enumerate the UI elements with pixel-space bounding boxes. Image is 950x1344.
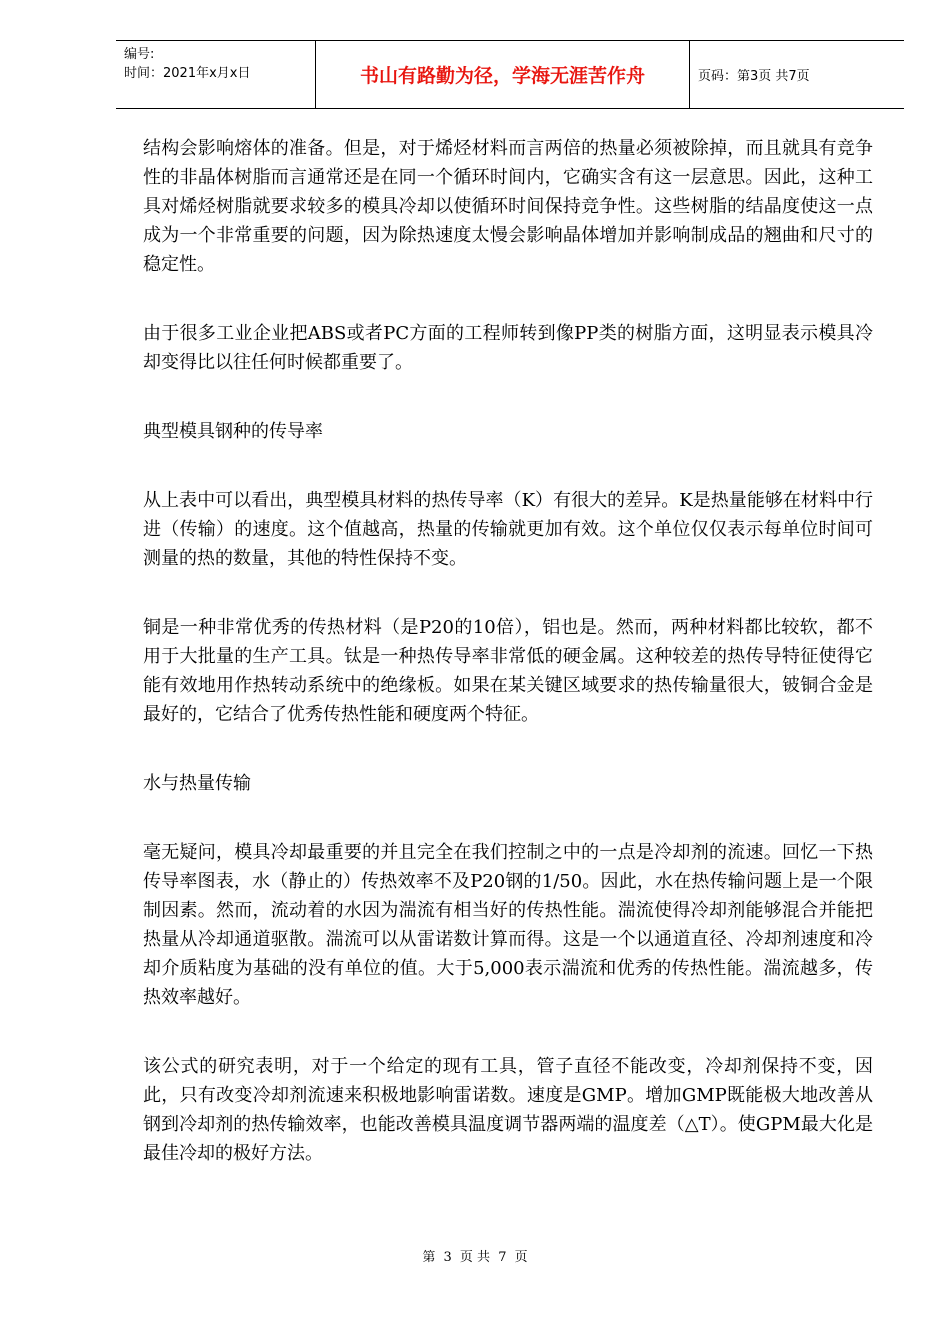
document-number-label: 编号: — [124, 47, 155, 62]
page-footer — [0, 1246, 950, 1265]
header-page-info: 页码：第3页 共7页 — [698, 69, 810, 84]
document-body — [143, 134, 873, 1168]
section-heading: 典型模具钢种的传导率 — [143, 421, 323, 442]
body-paragraph: 由于很多工业企业把ABS或者PC方面的工程师转到像PP类的树脂方面，这明显表示模具冷却变得比以往任何时候都重要了。 — [143, 323, 873, 373]
body-paragraph: 毫无疑问，模具冷却最重要的并且完全在我们控制之中的一点是冷却剂的流速。回忆一下热传导率图表，水（静止的）传热效率不及P20钢的1/50。因此，水在热传输问题上是一个限制因素。然而，流动着的水因为湍流有相当好的传热性能。湍流使得冷却剂能够混合并能把热量从冷却通道驱散。湍流可以从雷诺数计算而得。这是一个以通道直径、冷却剂速度和冷却介质粘度为基础的没有单位的值。大于5,000表示湍流和优秀的传热性能。湍流越多，传热效率越好。 — [143, 842, 873, 1008]
footer-prefix: 第 — [422, 1250, 436, 1265]
body-paragraph: 铜是一种非常优秀的传热材料（是P20的10倍），铝也是。然而，两种材料都比较软，都不用于大批量的生产工具。钛是一种热传导率非常低的硬金属。这种较差的热传导特征使得它能有效地用作热转动系统中的绝缘板。如果在某关键区域要求的热传输量很大，铍铜合金是最好的，它结合了优秀传热性能和硬度两个特征。 — [143, 617, 873, 725]
page-header — [116, 40, 904, 109]
header-meta — [116, 41, 316, 108]
header-slogan: 书山有路勤为径，学海无涯苦作舟 — [316, 41, 690, 108]
footer-mid: 页 共 — [459, 1250, 491, 1265]
footer-suffix: 页 — [514, 1250, 528, 1265]
body-paragraph: 结构会影响熔体的准备。但是，对于烯烃材料而言两倍的热量必须被除掉，而且就具有竞争性的非晶体树脂而言通常还是在同一个循环时间内，它确实含有这一层意思。因此，这种工具对烯烃树脂就要求较多的模具冷却以使循环时间保持竞争性。这些树脂的结晶度使这一点成为一个非常重要的问题，因为除热速度太慢会影响晶体增加并影响制成品的翘曲和尺寸的稳定性。 — [143, 138, 873, 275]
body-paragraph: 从上表中可以看出，典型模具材料的热传导率（K）有很大的差异。K是热量能够在材料中行进（传输）的速度。这个值越高，热量的传输就更加有效。这个单位仅仅表示每单位时间可测量的热的数量，其他的特性保持不变。 — [143, 490, 873, 569]
footer-page-number: 3 — [443, 1250, 452, 1265]
document-time-label: 时间：2021年x月x日 — [124, 66, 251, 81]
section-heading: 水与热量传输 — [143, 773, 251, 794]
footer-total-pages: 7 — [498, 1250, 507, 1265]
body-paragraph: 该公式的研究表明，对于一个给定的现有工具，管子直径不能改变，冷却剂保持不变，因此，只有改变冷却剂流速来积极地影响雷诺数。速度是GMP。增加GMP既能极大地改善从钢到冷却剂的热传输效率，也能改善模具温度调节器两端的温度差（△T）。使GPM最大化是最佳冷却的极好方法。 — [143, 1056, 873, 1164]
